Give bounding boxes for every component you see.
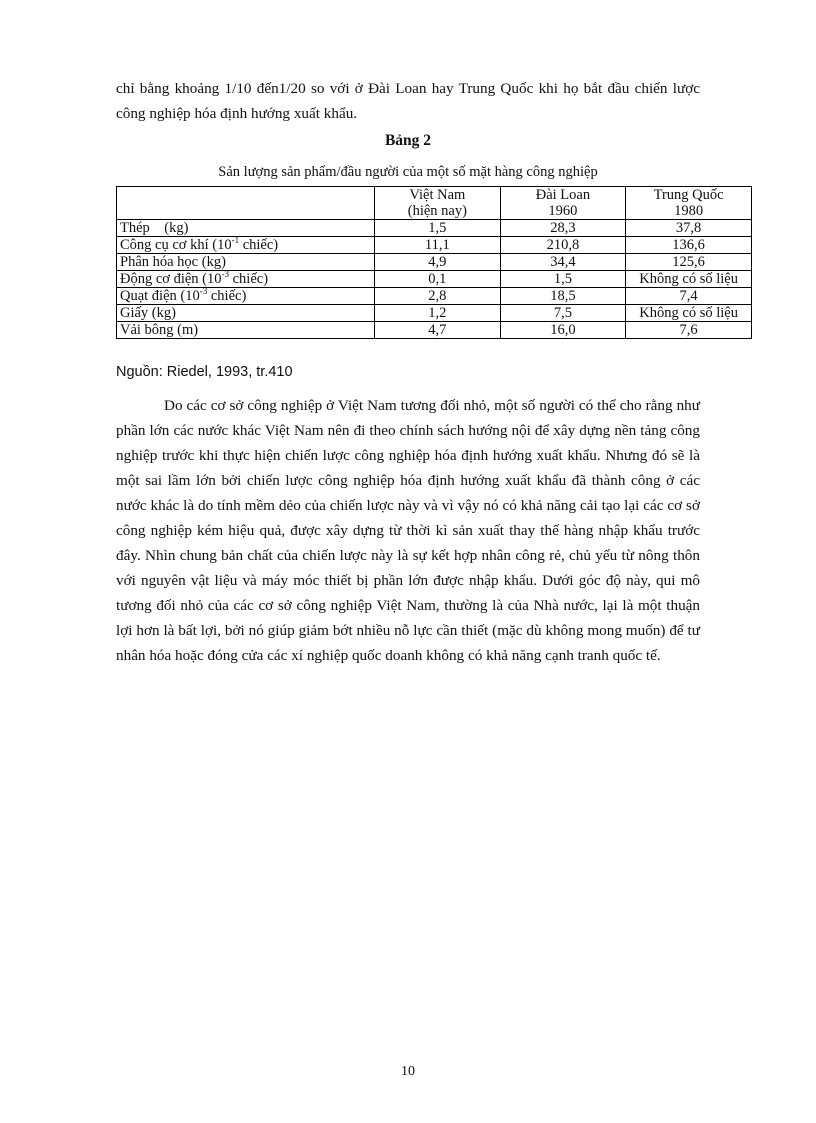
row-label — [117, 271, 375, 288]
row-label-prefix: Động cơ điện (10 — [120, 271, 222, 287]
row-label-text: Vải bông (m) — [120, 322, 199, 338]
intro-paragraph: chỉ bằng khoảng 1/10 đến1/20 so với ở Đài Loan hay Trung Quốc khi họ bắt đầu chiến lược công nghiệp hóa định hướng xuất khẩu. — [116, 80, 700, 122]
header-vietnam-line2: (hiện nay) — [407, 203, 467, 219]
cell-china: 37,8 — [626, 220, 752, 237]
table-row — [117, 305, 752, 322]
row-label-prefix: Quạt điện (10 — [120, 288, 200, 304]
row-label — [117, 288, 375, 305]
cell-taiwan: 16,0 — [500, 322, 626, 339]
cell-vietnam: 0,1 — [375, 271, 501, 288]
row-label — [117, 322, 375, 339]
cell-china: 7,4 — [626, 288, 752, 305]
cell-taiwan: 28,3 — [500, 220, 626, 237]
production-table — [116, 186, 752, 339]
header-empty-cell — [117, 187, 375, 220]
cell-taiwan: 7,5 — [500, 305, 626, 322]
header-china — [626, 187, 752, 220]
row-label-exponent: -3 — [199, 286, 208, 297]
cell-china: Không có số liệu — [626, 305, 752, 322]
table-row — [117, 237, 752, 254]
header-taiwan-line2: 1960 — [548, 203, 578, 219]
cell-china: Không có số liệu — [626, 271, 752, 288]
table-header-row — [117, 187, 752, 220]
header-china-line2: 1980 — [674, 203, 704, 219]
row-label-exponent: -1 — [231, 235, 240, 246]
cell-china: 7,6 — [626, 322, 752, 339]
row-label-prefix: Công cụ cơ khí (10 — [120, 237, 232, 253]
row-label-suffix: chiếc) — [207, 288, 247, 304]
cell-vietnam: 11,1 — [375, 237, 501, 254]
cell-taiwan: 1,5 — [500, 271, 626, 288]
cell-vietnam: 4,9 — [375, 254, 501, 271]
header-taiwan — [500, 187, 626, 220]
row-label-suffix: chiếc) — [239, 237, 279, 253]
row-label — [117, 237, 375, 254]
page-number: 10 — [401, 1064, 415, 1079]
cell-vietnam: 4,7 — [375, 322, 501, 339]
table-row — [117, 288, 752, 305]
row-label — [117, 305, 375, 322]
table-row — [117, 271, 752, 288]
header-taiwan-line1: Đài Loan — [535, 187, 591, 203]
table-title: Bảng 2 — [384, 132, 432, 149]
row-label-text: Giấy (kg) — [120, 305, 176, 321]
cell-taiwan: 210,8 — [500, 237, 626, 254]
cell-taiwan: 18,5 — [500, 288, 626, 305]
body-paragraph: Do các cơ sở công nghiệp ở Việt Nam tương đối nhỏ, một số người có thể cho rằng như phần lớn các nước khác Việt Nam nên đi theo chính sách hướng nội để xây dựng nền tảng công nghiệp trước khi thực hiện chiến lược công nghiệp hóa định hướng xuất khẩu. Nhưng đó sẽ là một sai lầm lớn bởi chiến lược công nghiệp hóa định hướng xuất khẩu đã thành công ở các nước khác là do tính mềm dẻo của chiến lược này và vì vậy nó có khả năng cải tạo lại các cơ sở công nghiệp kém hiệu quả, được xây dựng từ thời kì sản xuất thay thế hàng nhập khẩu trước đây. Nhìn chung bản chất của chiến lược này là sự kết hợp nhân công rẻ, chủ yếu từ nông thôn với nguyên vật liệu và máy móc thiết bị phần lớn được nhập khẩu. Dưới góc độ này, qui mô tương đối nhỏ của các cơ sở công nghiệp Việt Nam, thường là của Nhà nước, lại là một thuận lợi hơn là bất lợi, bởi nó giúp giảm bớt nhiều nỗ lực cần thiết (mặc dù không mong muốn) để tư nhân hóa hoặc đóng cửa các xí nghiệp quốc doanh không có khả năng cạnh tranh quốc tế. — [116, 397, 700, 664]
table-row — [117, 220, 752, 237]
table-caption: Sản lượng sản phẩm/đầu người của một số mặt hàng công nghiệp — [218, 164, 598, 180]
row-label-text: Phân hóa học (kg) — [120, 254, 226, 270]
row-label-suffix: chiếc) — [229, 271, 269, 287]
cell-vietnam: 1,2 — [375, 305, 501, 322]
table-row — [117, 254, 752, 271]
cell-taiwan: 34,4 — [500, 254, 626, 271]
table-source: Nguồn: Riedel, 1993, tr.410 — [116, 364, 293, 380]
header-vietnam — [375, 187, 501, 220]
cell-china: 136,6 — [626, 237, 752, 254]
cell-china: 125,6 — [626, 254, 752, 271]
row-label-text: Thép (kg) — [120, 220, 189, 236]
row-label — [117, 254, 375, 271]
cell-vietnam: 1,5 — [375, 220, 501, 237]
cell-vietnam: 2,8 — [375, 288, 501, 305]
header-china-line1: Trung Quốc — [653, 187, 724, 203]
row-label-exponent: -3 — [221, 269, 229, 280]
table-row — [117, 322, 752, 339]
row-label — [117, 220, 375, 237]
header-vietnam-line1: Việt Nam — [409, 187, 466, 203]
